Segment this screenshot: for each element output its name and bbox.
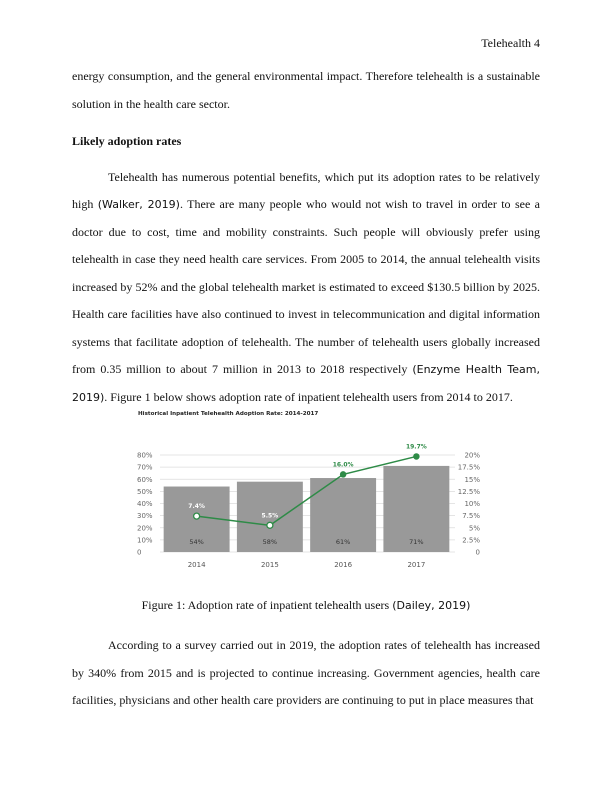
left-axis-tick: 80% xyxy=(137,451,153,460)
left-axis-tick: 60% xyxy=(137,475,153,484)
category-label: 2016 xyxy=(334,561,353,569)
right-axis-tick: 17.5% xyxy=(457,463,480,472)
left-axis-tick: 10% xyxy=(137,536,153,545)
growth-label: 7.4% xyxy=(188,503,205,511)
growth-label: 16.0% xyxy=(332,461,354,469)
category-label: 2017 xyxy=(407,561,426,569)
caption-citation: (Dailey, 2019) xyxy=(392,599,471,612)
right-axis-tick: 10% xyxy=(464,500,480,508)
left-axis-tick: 50% xyxy=(137,487,153,496)
right-axis-tick: 0 xyxy=(475,548,480,557)
bar-label: 58% xyxy=(262,538,278,546)
right-axis-tick: 12.5% xyxy=(457,487,480,496)
section-heading: Likely adoption rates xyxy=(72,134,182,148)
section-paragraph xyxy=(72,164,540,412)
caption-text: Figure 1: Adoption rate of inpatient telehealth users xyxy=(141,598,393,612)
right-axis-tick: 7.5% xyxy=(462,512,480,521)
intro-text: energy consumption, and the general environmental impact. Therefore telehealth is a sustainable solution in the health care sector. xyxy=(72,69,540,111)
growth-point xyxy=(341,472,346,477)
adoption-chart xyxy=(135,405,485,577)
left-axis-tick: 30% xyxy=(137,512,153,521)
right-axis-tick: 15% xyxy=(464,475,480,484)
paragraph-text: . Figure 1 below shows adoption rate of inpatient telehealth users from 2014 to 2017. xyxy=(104,389,513,404)
growth-label: 19.7% xyxy=(405,443,427,451)
closing-paragraph xyxy=(72,632,540,715)
running-head: Telehealth 4 xyxy=(481,36,540,50)
paragraph-text: . There are many people who would not wish to travel in order to see a doctor due to cost, time and mobility constraints. Such people will obviously prefer using telehealth in case they need health care services. From 2005 to 2014, the annual telehealth visits increased by 52% and the global telehealth market is estimated to exceed $130.5 billion by 2025. Health care facilities have also continued to invest in telecommunication and digital information systems that facilitate adoption of telehealth. The number of telehealth users globally increased from 0.35 million to about 7 million in 2013 to 2018 respectively xyxy=(72,197,541,376)
category-label: 2014 xyxy=(187,561,206,569)
growth-point xyxy=(267,522,273,528)
left-axis-tick: 0 xyxy=(137,548,142,557)
left-axis-tick: 40% xyxy=(137,500,153,508)
left-axis-tick: 70% xyxy=(137,463,153,472)
right-axis-tick: 2.5% xyxy=(462,536,480,545)
citation: (Enzyme Health Team, 2019) xyxy=(72,363,540,404)
figure-caption xyxy=(0,598,612,613)
category-label: 2015 xyxy=(260,561,279,569)
adoption-section xyxy=(72,128,540,411)
growth-point xyxy=(414,454,419,459)
left-axis-tick: 20% xyxy=(137,524,153,533)
paragraph-text: Telehealth has numerous potential benefits, which put its adoption rates to be relatively high xyxy=(72,169,540,211)
chart-title: Historical Inpatient Telehealth Adoption Rate: 2014-2017 xyxy=(138,411,319,417)
growth-point xyxy=(194,513,200,519)
right-axis-tick: 5% xyxy=(468,524,480,533)
right-axis-tick: 20% xyxy=(464,451,480,460)
citation: (Walker, 2019) xyxy=(97,198,180,211)
bar-label: 71% xyxy=(409,538,424,546)
growth-label: 5.5% xyxy=(261,512,279,520)
bar-label: 54% xyxy=(189,538,204,546)
closing-text: According to a survey carried out in 2019, the adoption rates of telehealth has increased by 340% from 2015 and is projected to continue increasing. Government agencies, health care facilities, physicians and other health care providers are continuing to put in place measures that xyxy=(72,638,540,707)
bar-label: 61% xyxy=(335,538,351,546)
intro-paragraph xyxy=(72,63,540,118)
